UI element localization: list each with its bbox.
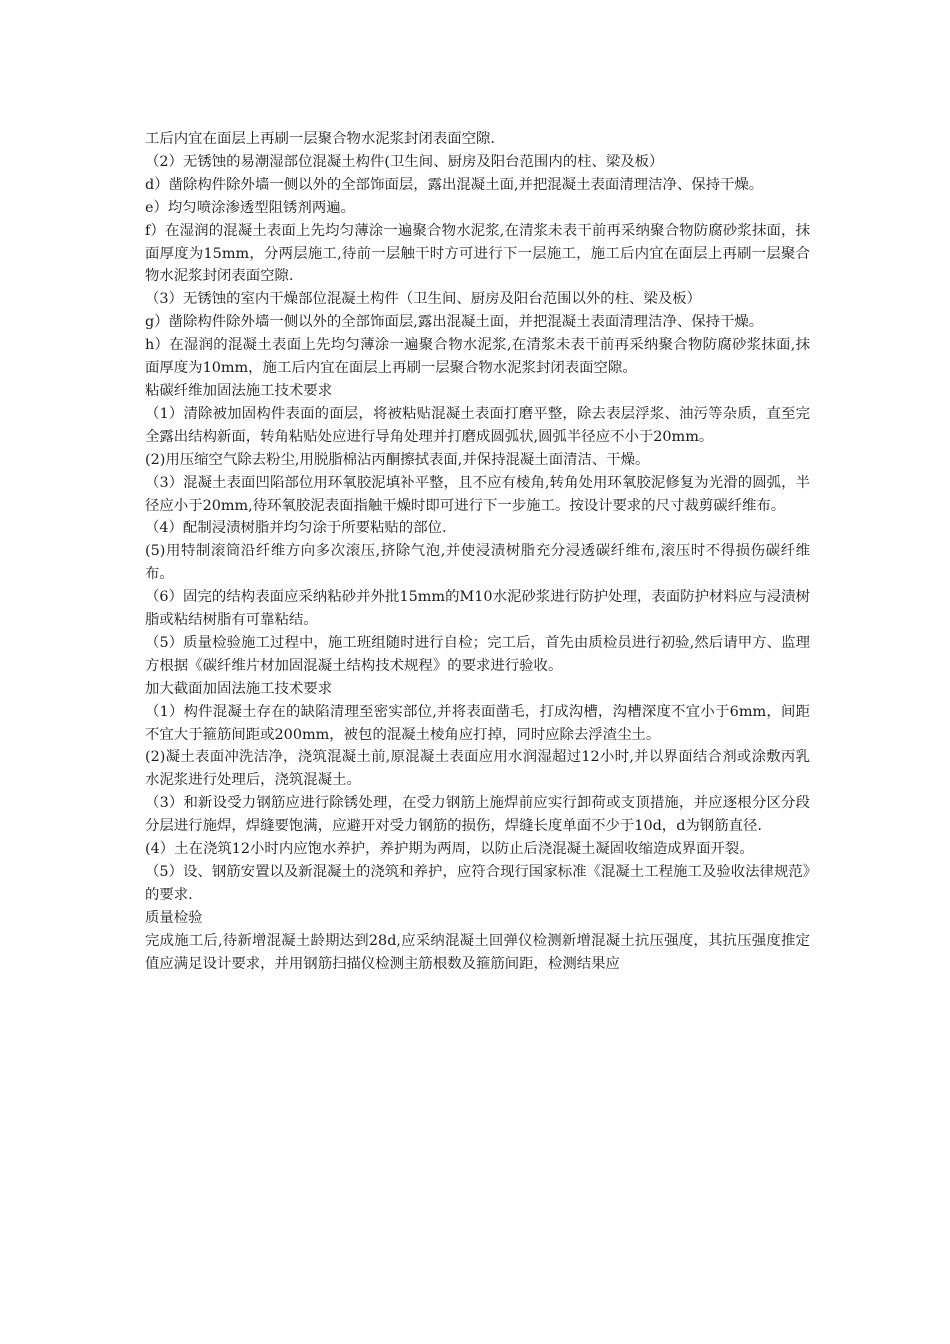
section-heading: 加大截面加固法施工技术要求	[145, 680, 333, 697]
paragraph: g）凿除构件除外墙一侧以外的全部饰面层,露出混凝土面，并把混凝土表面清理洁净、保持干燥。	[145, 314, 764, 331]
section-heading: 质量检验	[145, 909, 203, 926]
paragraph: (5)用特制滚筒沿纤维方向多次滚压,挤除气泡,并使浸渍树脂充分浸透碳纤维布,滚压时不得损伤碳纤维布。	[145, 543, 810, 583]
paragraph: (4）土在浇筑12小时内应饱水养护，养护期为两周，以防止后浇混凝土凝固收缩造成界面开裂。	[145, 841, 754, 858]
section-heading: 粘碳纤维加固法施工技术要求	[145, 382, 333, 399]
paragraph: 完成施工后,待新增混凝土龄期达到28d,应采纳混凝土回弹仪检测新增混凝土抗压强度，其抗压强度推定值应满足设计要求，并用钢筋扫描仪检测主筋根数及箍筋间距，检测结果应	[145, 932, 810, 972]
paragraph: f）在湿润的混凝土表面上先均匀薄涂一遍聚合物水泥浆,在清浆未表干前再采纳聚合物防腐砂浆抹面，抹面厚度为15mm，分两层施工,待前一层触干时方可进行下一层施工，施工后内宜在面层上再刷一层聚合物水泥浆封闭表面空隙.	[145, 222, 810, 285]
paragraph: （4）配制浸渍树脂并均匀涂于所要粘贴的部位.	[145, 520, 447, 537]
paragraph: （5）设、钢筋安置以及新混凝土的浇筑和养护，应符合现行国家标准《混凝土工程施工及验收法律规范》的要求.	[145, 864, 810, 903]
paragraph: d）凿除构件除外墙一侧以外的全部饰面层，露出混凝土面,并把混凝土表面清理洁净、保持干燥。	[145, 176, 764, 193]
paragraph: 工后内宜在面层上再刷一层聚合物水泥浆封闭表面空隙.	[145, 131, 495, 147]
paragraph: （2）无锈蚀的易潮湿部位混凝土构件(卫生间、厨房及阳台范围内的柱、梁及板）	[145, 153, 664, 170]
paragraph: （5）质量检验施工过程中，施工班组随时进行自检；完工后，首先由质检员进行初验,然后请甲方、监理方根据《碳纤维片材加固混凝土结构技术规程》的要求进行验收。	[145, 634, 810, 674]
paragraph: （6）固完的结构表面应采纳粘砂并外批15mm的M10水泥砂浆进行防护处理，表面防护材料应与浸渍树脂或粘结树脂有可靠粘结。	[145, 589, 810, 629]
document-body	[145, 128, 810, 976]
paragraph: （3）混凝土表面凹陷部位用环氧胶泥填补平整，且不应有棱角,转角处用环氧胶泥修复为光滑的圆弧，半径应小于20mm,待环氧胶泥表面指触干燥时即可进行下一步施工。按设计要求的尺寸裁剪碳纤维布。	[145, 474, 810, 514]
paragraph: h）在湿润的混凝土表面上先均匀薄涂一遍聚合物水泥浆,在清浆未表干前再采纳聚合物防腐砂浆抹面,抹面厚度为10mm，施工后内宜在面层上再刷一层聚合物水泥浆封闭表面空隙。	[145, 337, 810, 377]
paragraph: （1）构件混凝土存在的缺陷清理至密实部位,并将表面凿毛，打成沟槽，沟槽深度不宜小于6mm，间距不宜大于箍筋间距或200mm，被包的混凝土棱角应打掉，同时应除去浮渣尘土。	[145, 703, 810, 743]
paragraph: （3）和新设受力钢筋应进行除锈处理，在受力钢筋上施焊前应实行卸荷或支顶措施，并应逐根分区分段分层进行施焊，焊缝要饱满，应避开对受力钢筋的损伤，焊缝长度单面不少于10d，d为钢筋直径.	[145, 795, 810, 835]
paragraph: (2)用压缩空气除去粉尘,用脱脂棉沾丙酮擦拭表面,并保持混凝土面清洁、干燥。	[145, 451, 650, 468]
paragraph: (2)凝土表面冲洗洁净，浇筑混凝土前,原混凝土表面应用水润湿超过12小时,并以界面结合剂或涂敷丙乳水泥浆进行处理后，浇筑混凝土。	[145, 749, 810, 789]
paragraph: e）均匀喷涂渗透型阻锈剂两遍。	[145, 199, 355, 216]
paragraph: （3）无锈蚀的室内干燥部位混凝土构件（卫生间、厨房及阳台范围以外的柱、梁及板）	[145, 291, 702, 308]
paragraph: （1）清除被加固构件表面的面层，将被粘贴混凝土表面打磨平整，除去表层浮浆、油污等杂质，直至完全露出结构新面，转角粘贴处应进行导角处理并打磨成圆弧状,圆弧半径应不小于20mm。	[145, 405, 810, 445]
